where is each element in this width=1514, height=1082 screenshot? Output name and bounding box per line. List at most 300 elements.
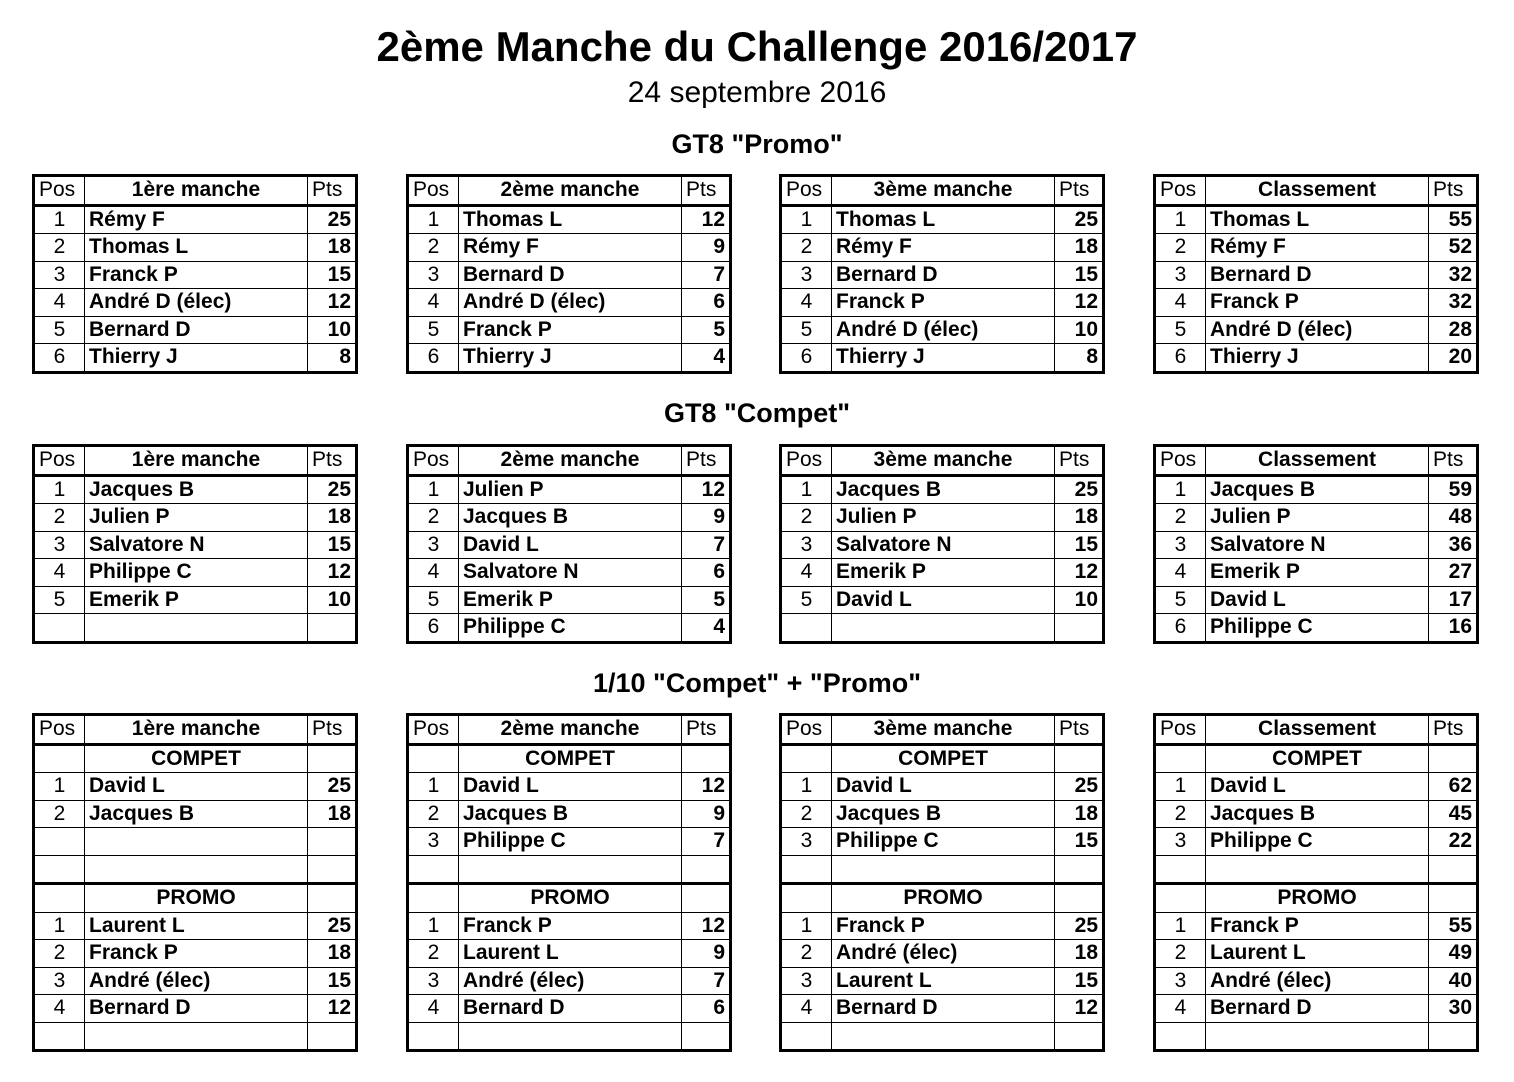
points-cell: 12 (308, 559, 357, 587)
position-cell: 2 (408, 504, 459, 532)
position-cell: 6 (408, 344, 459, 373)
points-cell: 12 (682, 205, 731, 234)
driver-name-cell: André (élec) (85, 967, 308, 995)
table-row (34, 800, 357, 828)
points-cell: 15 (1055, 967, 1104, 995)
driver-name-cell (85, 828, 308, 856)
table-row (781, 773, 1104, 801)
driver-name-cell: André D (élec) (832, 316, 1055, 344)
position-cell: 1 (1155, 773, 1206, 801)
pts-header: Pts (308, 446, 357, 476)
pts-header: Pts (1055, 715, 1104, 745)
group-label: COMPET (832, 744, 1055, 773)
table-header-row (1155, 715, 1478, 745)
round-heading: 3ème manche (832, 446, 1055, 476)
position-cell: 3 (408, 261, 459, 289)
table-row (34, 995, 357, 1023)
position-cell: 3 (34, 967, 85, 995)
table-row (781, 800, 1104, 828)
driver-name-cell: Thomas L (1206, 205, 1429, 234)
driver-name-cell: Jacques B (1206, 800, 1429, 828)
driver-name-cell: David L (1206, 586, 1429, 614)
points-cell: 6 (682, 559, 731, 587)
points-cell: 18 (1055, 504, 1104, 532)
driver-name-cell: David L (832, 773, 1055, 801)
points-cell: 18 (308, 504, 357, 532)
round-heading: 2ème manche (459, 715, 682, 745)
driver-name-cell: Laurent L (85, 912, 308, 940)
driver-name-cell (459, 855, 682, 884)
driver-name-cell: André D (élec) (1206, 316, 1429, 344)
points-cell: 25 (1055, 912, 1104, 940)
points-cell: 25 (1055, 205, 1104, 234)
position-cell (34, 855, 85, 884)
points-cell: 25 (308, 912, 357, 940)
points-cell: 27 (1429, 559, 1478, 587)
table-row (408, 531, 731, 559)
points-cell: 36 (1429, 531, 1478, 559)
position-cell (781, 614, 832, 643)
points-cell: 18 (308, 234, 357, 262)
position-cell: 2 (781, 504, 832, 532)
points-cell: 9 (682, 234, 731, 262)
points-cell: 25 (1055, 475, 1104, 504)
pts-header: Pts (682, 176, 731, 206)
empty-cell (1055, 884, 1104, 913)
pts-header: Pts (682, 715, 731, 745)
driver-name-cell: Salvatore N (832, 531, 1055, 559)
results-table (779, 713, 1105, 1052)
driver-name-cell: Thierry J (1206, 344, 1429, 373)
position-cell (34, 614, 85, 643)
table-row (781, 344, 1104, 373)
position-cell: 1 (34, 475, 85, 504)
points-cell: 7 (682, 261, 731, 289)
driver-name-cell: Julien P (85, 504, 308, 532)
table-row (34, 344, 357, 373)
empty-cell (308, 744, 357, 773)
driver-name-cell (85, 614, 308, 643)
table-row (781, 234, 1104, 262)
round-heading: 3ème manche (832, 715, 1055, 745)
group-label-row (408, 884, 731, 913)
driver-name-cell: Bernard D (1206, 995, 1429, 1023)
round-heading: 1ère manche (85, 176, 308, 206)
points-cell: 32 (1429, 289, 1478, 317)
points-cell: 18 (1055, 800, 1104, 828)
empty-cell (1155, 744, 1206, 773)
table-row (34, 475, 357, 504)
points-cell: 7 (682, 967, 731, 995)
points-cell: 18 (308, 940, 357, 968)
pos-header: Pos (34, 446, 85, 476)
position-cell: 1 (408, 773, 459, 801)
driver-name-cell: Bernard D (459, 995, 682, 1023)
points-cell: 12 (682, 773, 731, 801)
position-cell: 2 (34, 234, 85, 262)
position-cell: 4 (1155, 289, 1206, 317)
empty-cell (308, 884, 357, 913)
driver-name-cell: Laurent L (459, 940, 682, 968)
group-label: PROMO (832, 884, 1055, 913)
position-cell: 5 (408, 316, 459, 344)
points-cell: 9 (682, 940, 731, 968)
table-row (781, 967, 1104, 995)
position-cell: 2 (781, 800, 832, 828)
position-cell: 4 (408, 289, 459, 317)
table-row (408, 344, 731, 373)
table-row (781, 1022, 1104, 1051)
driver-name-cell: David L (459, 773, 682, 801)
pos-header: Pos (34, 176, 85, 206)
points-cell: 12 (308, 995, 357, 1023)
driver-name-cell: Philippe C (85, 559, 308, 587)
table-header-row (408, 176, 731, 206)
pts-header: Pts (1429, 446, 1478, 476)
pos-header: Pos (1155, 715, 1206, 745)
driver-name-cell: Philippe C (1206, 828, 1429, 856)
group-label: PROMO (85, 884, 308, 913)
points-cell: 28 (1429, 316, 1478, 344)
table-row (408, 504, 731, 532)
table-row (408, 967, 731, 995)
empty-cell (408, 744, 459, 773)
driver-name-cell: Jacques B (459, 800, 682, 828)
table-row (1155, 344, 1478, 373)
pos-header: Pos (1155, 446, 1206, 476)
table-row (1155, 475, 1478, 504)
driver-name-cell: Emerik P (85, 586, 308, 614)
position-cell: 5 (1155, 316, 1206, 344)
table-row (34, 940, 357, 968)
driver-name-cell: David L (1206, 773, 1429, 801)
table-row (34, 504, 357, 532)
points-cell (1055, 1022, 1104, 1051)
points-cell (1055, 614, 1104, 643)
table-row (1155, 828, 1478, 856)
driver-name-cell (832, 614, 1055, 643)
round-heading: 1ère manche (85, 715, 308, 745)
table-row (408, 1022, 731, 1051)
results-table (406, 444, 732, 644)
round-heading: 2ème manche (459, 176, 682, 206)
empty-cell (1429, 744, 1478, 773)
position-cell: 5 (408, 586, 459, 614)
driver-name-cell: Jacques B (85, 475, 308, 504)
driver-name-cell: Philippe C (459, 614, 682, 643)
driver-name-cell: Philippe C (1206, 614, 1429, 643)
table-row (34, 855, 357, 884)
group-label-row (1155, 744, 1478, 773)
pts-header: Pts (1429, 176, 1478, 206)
table-row (34, 316, 357, 344)
table-row (1155, 773, 1478, 801)
table-row (781, 614, 1104, 643)
driver-name-cell: Thomas L (459, 205, 682, 234)
position-cell: 3 (781, 261, 832, 289)
points-cell (682, 855, 731, 884)
table-row (1155, 614, 1478, 643)
driver-name-cell: Franck P (1206, 912, 1429, 940)
driver-name-cell: Franck P (459, 912, 682, 940)
position-cell: 3 (34, 531, 85, 559)
points-cell: 22 (1429, 828, 1478, 856)
position-cell: 4 (34, 289, 85, 317)
driver-name-cell: André (élec) (1206, 967, 1429, 995)
driver-name-cell: Julien P (459, 475, 682, 504)
driver-name-cell: Jacques B (459, 504, 682, 532)
table-row (1155, 504, 1478, 532)
points-cell: 20 (1429, 344, 1478, 373)
table-row (781, 289, 1104, 317)
points-cell: 12 (1055, 559, 1104, 587)
round-heading: 3ème manche (832, 176, 1055, 206)
group-label: PROMO (459, 884, 682, 913)
group-label-row (34, 744, 357, 773)
points-cell: 25 (1055, 773, 1104, 801)
table-row (1155, 995, 1478, 1023)
position-cell: 5 (1155, 586, 1206, 614)
results-table (1153, 444, 1479, 644)
points-cell: 15 (1055, 261, 1104, 289)
pts-header: Pts (1429, 715, 1478, 745)
table-row (1155, 940, 1478, 968)
table-row (34, 773, 357, 801)
table-row (781, 261, 1104, 289)
points-cell: 40 (1429, 967, 1478, 995)
table-row (781, 586, 1104, 614)
position-cell: 6 (34, 344, 85, 373)
driver-name-cell: Laurent L (1206, 940, 1429, 968)
table-row (408, 828, 731, 856)
table-header-row (781, 446, 1104, 476)
empty-cell (1429, 884, 1478, 913)
points-cell: 15 (1055, 828, 1104, 856)
table-header-row (34, 715, 357, 745)
position-cell: 1 (1155, 475, 1206, 504)
table-row (1155, 316, 1478, 344)
points-cell: 6 (682, 289, 731, 317)
position-cell: 6 (408, 614, 459, 643)
points-cell (1429, 1022, 1478, 1051)
empty-cell (1055, 744, 1104, 773)
table-row (1155, 855, 1478, 884)
group-label: COMPET (1206, 744, 1429, 773)
pts-header: Pts (308, 176, 357, 206)
results-table (1153, 713, 1479, 1052)
driver-name-cell: Franck P (1206, 289, 1429, 317)
table-row (781, 531, 1104, 559)
driver-name-cell: Jacques B (832, 475, 1055, 504)
table-row (408, 940, 731, 968)
table-header-row (781, 715, 1104, 745)
results-table (32, 713, 358, 1052)
driver-name-cell: David L (459, 531, 682, 559)
results-table (32, 174, 358, 374)
points-cell: 7 (682, 828, 731, 856)
points-cell (1429, 855, 1478, 884)
position-cell: 2 (34, 800, 85, 828)
points-cell: 8 (1055, 344, 1104, 373)
pts-header: Pts (1055, 176, 1104, 206)
round-heading: Classement (1206, 176, 1429, 206)
points-cell: 18 (308, 800, 357, 828)
points-cell: 15 (308, 967, 357, 995)
driver-name-cell: Philippe C (459, 828, 682, 856)
table-row (1155, 912, 1478, 940)
driver-name-cell: Bernard D (459, 261, 682, 289)
points-cell: 12 (682, 475, 731, 504)
points-cell: 49 (1429, 940, 1478, 968)
points-cell: 25 (308, 475, 357, 504)
pts-header: Pts (308, 715, 357, 745)
points-cell: 62 (1429, 773, 1478, 801)
position-cell (781, 1022, 832, 1051)
empty-cell (408, 884, 459, 913)
table-row (781, 995, 1104, 1023)
group-label: COMPET (459, 744, 682, 773)
points-cell: 18 (1055, 234, 1104, 262)
table-header-row (781, 176, 1104, 206)
position-cell: 6 (1155, 614, 1206, 643)
driver-name-cell: Philippe C (832, 828, 1055, 856)
position-cell: 1 (408, 475, 459, 504)
driver-name-cell: Salvatore N (459, 559, 682, 587)
driver-name-cell: Laurent L (832, 967, 1055, 995)
points-cell: 25 (308, 773, 357, 801)
points-cell: 10 (1055, 586, 1104, 614)
points-cell: 15 (1055, 531, 1104, 559)
position-cell: 2 (34, 940, 85, 968)
table-row (34, 205, 357, 234)
table-row (34, 289, 357, 317)
driver-name-cell: David L (832, 586, 1055, 614)
page-title: 2ème Manche du Challenge 2016/2017 (376, 23, 1138, 70)
points-cell: 17 (1429, 586, 1478, 614)
table-row (408, 559, 731, 587)
position-cell: 4 (1155, 559, 1206, 587)
table-row (408, 912, 731, 940)
points-cell: 12 (1055, 289, 1104, 317)
driver-name-cell: Emerik P (459, 586, 682, 614)
position-cell: 2 (408, 234, 459, 262)
position-cell: 2 (1155, 234, 1206, 262)
position-cell: 5 (34, 586, 85, 614)
points-cell: 9 (682, 504, 731, 532)
round-heading: 2ème manche (459, 446, 682, 476)
table-row (781, 559, 1104, 587)
position-cell: 2 (1155, 504, 1206, 532)
position-cell: 5 (781, 316, 832, 344)
section-title: GT8 "Compet" (663, 398, 851, 428)
pts-header: Pts (682, 446, 731, 476)
points-cell (308, 1022, 357, 1051)
points-cell: 10 (1055, 316, 1104, 344)
driver-name-cell: Julien P (1206, 504, 1429, 532)
table-row (1155, 1022, 1478, 1051)
driver-name-cell: André (élec) (832, 940, 1055, 968)
group-label: COMPET (85, 744, 308, 773)
results-table (406, 174, 732, 374)
position-cell: 5 (781, 586, 832, 614)
driver-name-cell: Thierry J (459, 344, 682, 373)
points-cell: 15 (308, 261, 357, 289)
group-label: PROMO (1206, 884, 1429, 913)
points-cell: 30 (1429, 995, 1478, 1023)
driver-name-cell: Rémy F (85, 205, 308, 234)
empty-cell (34, 744, 85, 773)
empty-cell (34, 884, 85, 913)
driver-name-cell: Bernard D (832, 995, 1055, 1023)
driver-name-cell: Bernard D (85, 995, 308, 1023)
points-cell: 5 (682, 316, 731, 344)
position-cell: 6 (1155, 344, 1206, 373)
position-cell: 1 (1155, 912, 1206, 940)
group-label-row (408, 744, 731, 773)
driver-name-cell (1206, 1022, 1429, 1051)
pos-header: Pos (34, 715, 85, 745)
driver-name-cell: Bernard D (85, 316, 308, 344)
round-heading: 1ère manche (85, 446, 308, 476)
position-cell: 2 (408, 940, 459, 968)
driver-name-cell: Franck P (85, 261, 308, 289)
driver-name-cell: André D (élec) (459, 289, 682, 317)
page-date: 24 septembre 2016 (627, 76, 887, 109)
position-cell: 4 (34, 995, 85, 1023)
points-cell: 5 (682, 586, 731, 614)
points-cell: 25 (308, 205, 357, 234)
points-cell: 12 (1055, 995, 1104, 1023)
empty-cell (781, 744, 832, 773)
pos-header: Pos (408, 446, 459, 476)
position-cell: 3 (1155, 531, 1206, 559)
table-row (408, 855, 731, 884)
position-cell: 3 (781, 828, 832, 856)
position-cell (408, 1022, 459, 1051)
results-table (1153, 174, 1479, 374)
table-row (34, 234, 357, 262)
driver-name-cell: Salvatore N (85, 531, 308, 559)
position-cell: 4 (781, 559, 832, 587)
position-cell: 5 (34, 316, 85, 344)
driver-name-cell: Franck P (85, 940, 308, 968)
position-cell (34, 828, 85, 856)
position-cell: 3 (781, 967, 832, 995)
points-cell: 8 (308, 344, 357, 373)
position-cell: 1 (34, 773, 85, 801)
position-cell: 3 (408, 531, 459, 559)
position-cell: 2 (1155, 800, 1206, 828)
section-title: GT8 "Promo" (671, 129, 843, 159)
points-cell: 10 (308, 586, 357, 614)
position-cell: 1 (781, 912, 832, 940)
table-row (408, 800, 731, 828)
driver-name-cell (1206, 855, 1429, 884)
driver-name-cell (85, 855, 308, 884)
points-cell: 18 (1055, 940, 1104, 968)
table-row (1155, 234, 1478, 262)
table-row (408, 234, 731, 262)
table-row (1155, 289, 1478, 317)
empty-cell (682, 884, 731, 913)
group-label-row (34, 884, 357, 913)
table-header-row (1155, 176, 1478, 206)
position-cell: 4 (781, 289, 832, 317)
driver-name-cell: Rémy F (832, 234, 1055, 262)
pos-header: Pos (781, 176, 832, 206)
table-header-row (408, 446, 731, 476)
table-header-row (408, 715, 731, 745)
